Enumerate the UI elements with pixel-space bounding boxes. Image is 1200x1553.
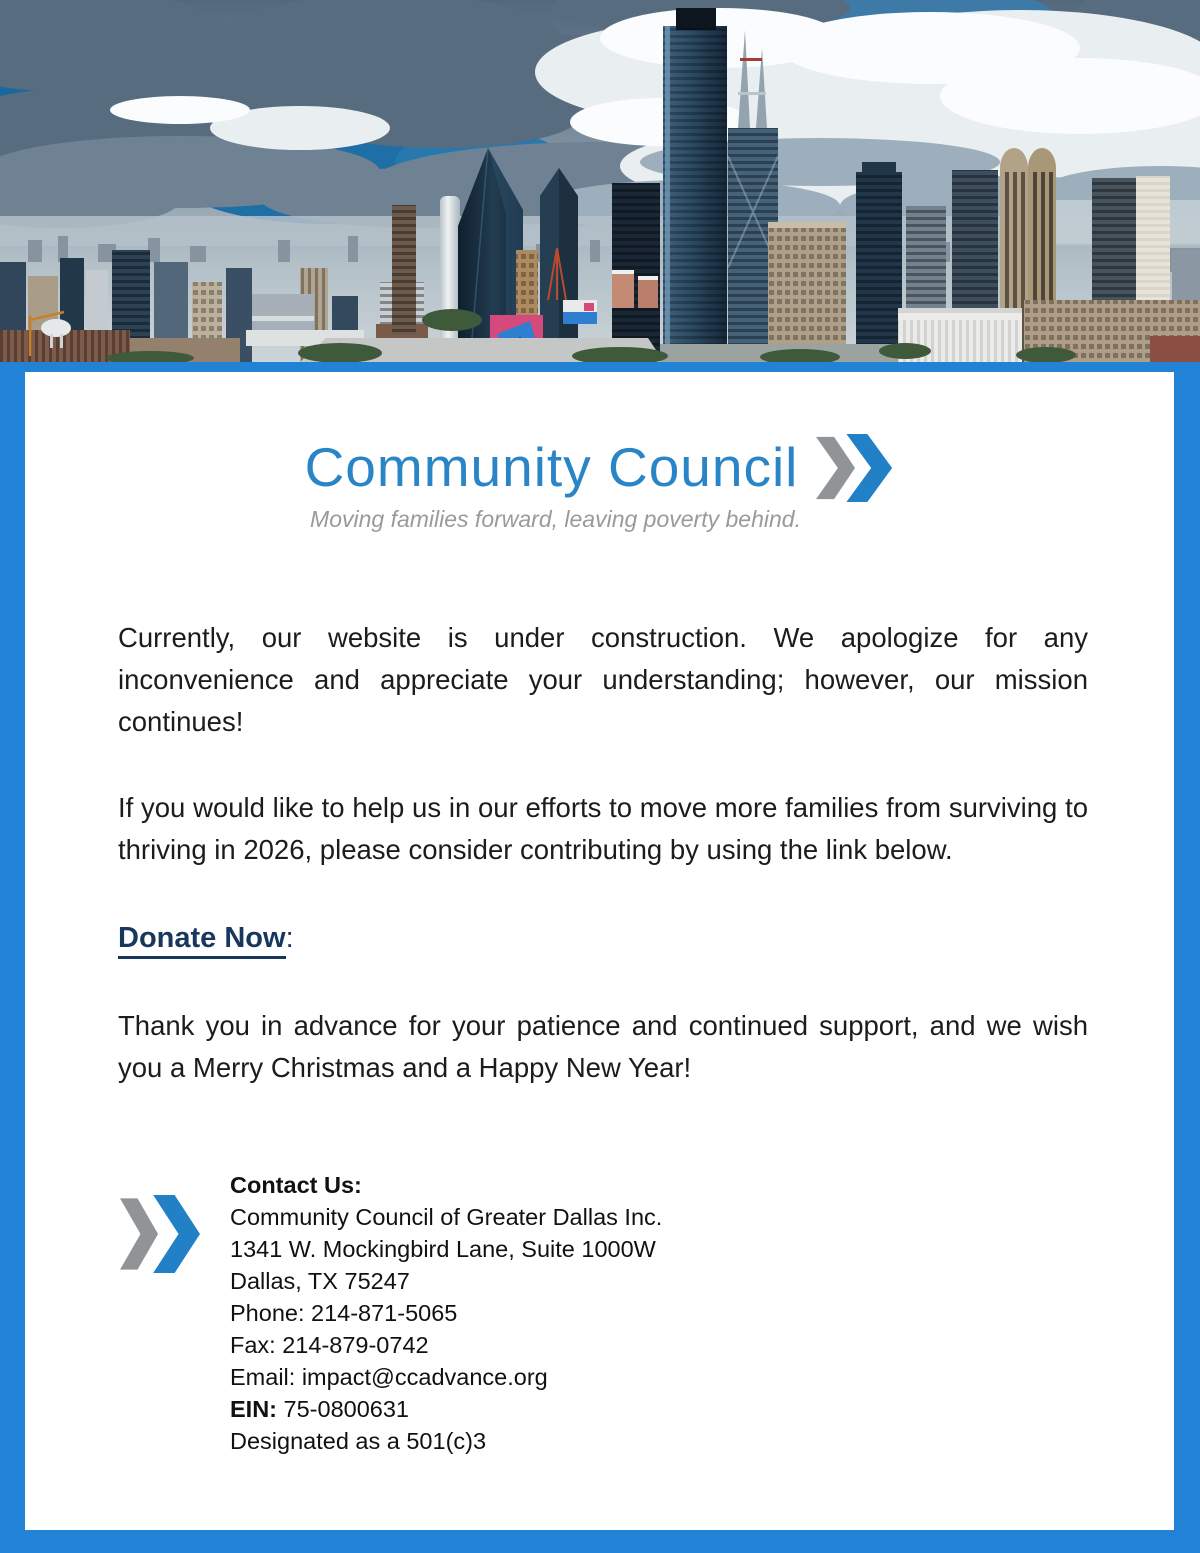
contact-address-line1: 1341 W. Mockingbird Lane, Suite 1000W xyxy=(230,1236,656,1262)
contact-heading: Contact Us: xyxy=(230,1172,362,1198)
contact-address-line2: Dallas, TX 75247 xyxy=(230,1268,410,1294)
contact-org: Community Council of Greater Dallas Inc. xyxy=(230,1204,663,1230)
contact-fax: Fax: 214-879-0742 xyxy=(230,1332,429,1358)
double-chevron-icon xyxy=(120,1195,200,1273)
donate-colon: : xyxy=(285,922,294,954)
ein-label: EIN: xyxy=(230,1396,277,1422)
donate-line xyxy=(118,917,1088,959)
logo-wordmark: Community Council xyxy=(304,435,799,498)
thanks-paragraph: Thank you in advance for your patience and continued support, and we wish you a Merry Christmas and a Happy New Year! xyxy=(118,1010,1088,1083)
donate-now-link[interactable]: Donate Now xyxy=(118,922,286,959)
hero-image xyxy=(0,0,1200,362)
content-panel xyxy=(25,372,1174,1530)
contact-designation: Designated as a 501(c)3 xyxy=(230,1428,487,1454)
intro-paragraph: Currently, our website is under construction. We apologize for any inconvenience and appreciate your understanding; however, our mission continues! xyxy=(118,622,1088,737)
contact-section xyxy=(25,1169,1174,1457)
ein-value: 75-0800631 xyxy=(283,1396,409,1422)
contact-email: Email: impact@ccadvance.org xyxy=(230,1364,548,1390)
logo-row xyxy=(25,432,1174,502)
contact-phone: Phone: 214-871-5065 xyxy=(230,1300,458,1326)
double-chevron-icon xyxy=(816,434,894,502)
contact-ein xyxy=(230,1393,662,1425)
contact-text xyxy=(230,1169,662,1457)
logo-tagline: Moving families forward, leaving poverty behind. xyxy=(310,506,801,532)
dallas-skyline-photo xyxy=(0,0,1200,362)
logo xyxy=(25,372,1174,533)
body-copy xyxy=(118,617,1088,1089)
appeal-paragraph: If you would like to help us in our efforts to move more families from surviving to thriving in 2026, please consider contributing by using the link below. xyxy=(118,792,1088,865)
